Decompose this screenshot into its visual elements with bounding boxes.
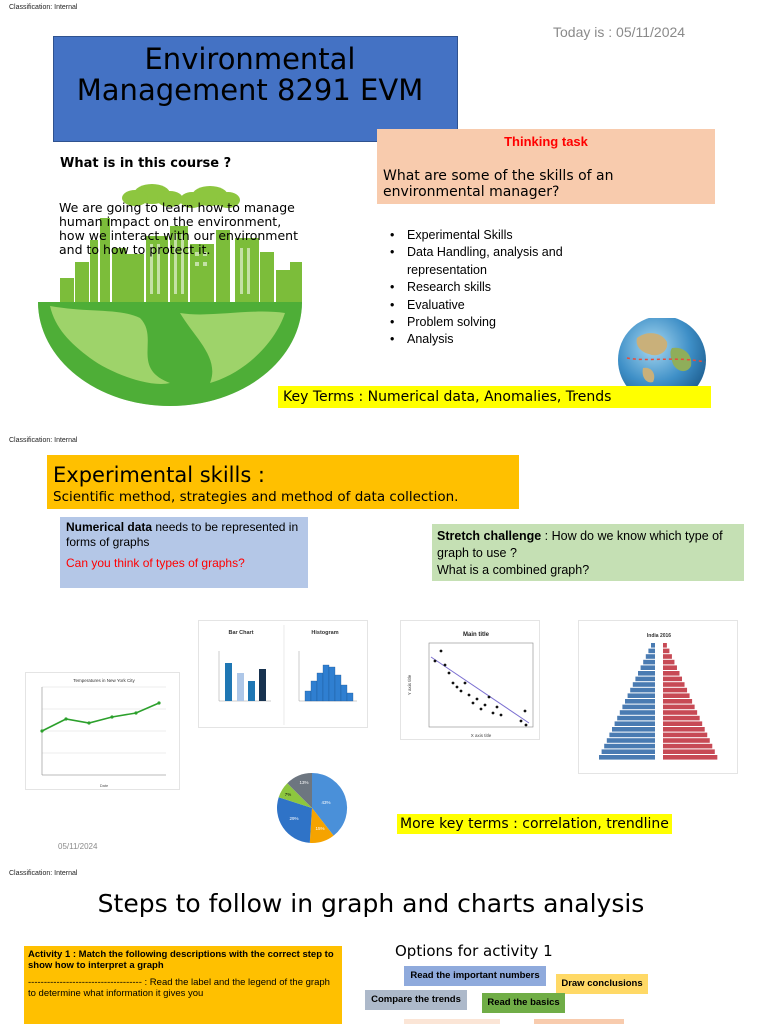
classification-label: Classification: Internal <box>9 4 78 11</box>
pie-label: 13% <box>299 780 309 785</box>
option-compare-trends[interactable]: Compare the trends <box>365 990 467 1010</box>
stretch-challenge-bold: Stretch challenge <box>437 529 542 543</box>
key-terms-banner: Key Terms : Numerical data, Anomalies, Trends <box>278 386 711 408</box>
numerical-data-bold: Numerical data <box>66 520 153 534</box>
slide-date: 05/11/2024 <box>58 842 98 851</box>
pyramid-bar-female <box>663 688 687 693</box>
pyramid-bar-female <box>663 671 679 676</box>
pyramid-bar-male <box>604 744 655 749</box>
options-title: Options for activity 1 <box>395 942 553 960</box>
numerical-data-text <box>66 520 304 550</box>
scatter-xlabel: X axis title <box>470 733 492 738</box>
line-chart-xlabel: Date <box>99 783 109 788</box>
skill-item: • Problem solving <box>390 314 620 331</box>
pyramid-bar-male <box>609 733 655 738</box>
classification-label: Classification: Internal <box>9 437 78 444</box>
graph-types-question: Can you think of types of graphs? <box>66 556 245 570</box>
skill-item: • Analysis <box>390 331 620 348</box>
option-draw-conclusions[interactable]: Draw conclusions <box>556 974 648 994</box>
pyramid-bar-male <box>635 677 655 682</box>
pyramid-bar-male <box>617 716 655 721</box>
more-key-terms-banner: More key terms : correlation, trendline <box>397 814 672 834</box>
skill-item: • Research skills <box>390 279 620 296</box>
course-title: Environmental Management 8291 EVM <box>76 42 424 107</box>
scatter-title: Main title <box>462 632 490 638</box>
numerical-data-rest: needs to be represented in forms of graphs <box>66 520 299 549</box>
pie-label: 15% <box>315 826 325 831</box>
pie-chart-thumbnail <box>272 770 352 850</box>
pyramid-bar-male <box>643 660 655 665</box>
skills-list <box>390 227 620 349</box>
bar-histogram-thumbnail <box>198 620 368 728</box>
pyramid-bar-female <box>663 705 695 710</box>
pyramid-bar-male <box>633 682 655 687</box>
pie-label: 29% <box>289 816 299 821</box>
histogram-title: Histogram <box>311 630 339 636</box>
option-important-numbers[interactable]: Read the important numbers <box>404 966 546 986</box>
pyramid-bar-female <box>663 721 702 726</box>
course-heading: What is in this course ? <box>60 156 232 171</box>
pyramid-bar-female <box>663 744 712 749</box>
pyramid-bar-female <box>663 716 700 721</box>
pyramid-bar-female <box>663 727 705 732</box>
pyramid-bar-male <box>628 693 655 698</box>
pie-label: 43% <box>321 800 331 805</box>
bar-chart-title: Bar Chart <box>228 630 254 636</box>
pie-label: 7% <box>284 792 292 797</box>
stretch-challenge-text <box>437 528 742 579</box>
pyramid-bar-male <box>620 710 655 715</box>
pyramid-bar-female <box>663 682 685 687</box>
pyramid-bar-male <box>638 671 655 676</box>
line-chart-thumbnail <box>25 672 180 790</box>
scatter-ylabel: Y axis title <box>407 674 412 696</box>
pyramid-bar-male <box>607 738 655 743</box>
pyramid-bar-female <box>663 677 682 682</box>
line-chart-title: Temperatures in New York City <box>73 678 135 683</box>
steps-title: Steps to follow in graph and charts analysis <box>97 889 645 918</box>
pyramid-bar-male <box>646 654 655 659</box>
combined-graph-question: What is a combined graph? <box>437 563 590 577</box>
activity-description: ------------------------------------ : Read the label and the legend of the graph to determine what information it gives you <box>28 977 330 999</box>
pyramid-bar-male <box>599 755 655 760</box>
option-read-basics[interactable]: Read the basics <box>482 993 565 1013</box>
pyramid-bar-female <box>663 649 669 654</box>
course-description: We are going to learn how to manage human impact on the environment, how we interact with our environment and to how to protect it. <box>59 200 298 257</box>
activity-title: Activity 1 : Match the following descriptions with the correct step to show how to interpret a graph <box>28 949 334 971</box>
population-pyramid-thumbnail <box>578 620 738 774</box>
skill-item: • Data Handling, analysis and representation <box>390 244 620 279</box>
thinking-task-question: What are some of the skills of an environmental manager? <box>383 168 614 200</box>
pyramid-bar-male <box>625 699 655 704</box>
pyramid-bar-female <box>663 665 677 670</box>
pyramid-bar-male <box>602 749 655 754</box>
skill-item: • Experimental Skills <box>390 227 620 244</box>
pyramid-bar-female <box>663 733 707 738</box>
pyramid-bar-male <box>641 665 655 670</box>
pyramid-bar-female <box>663 710 697 715</box>
pyramid-bar-female <box>663 755 717 760</box>
pyramid-bar-female <box>663 699 692 704</box>
pyramid-bar-male <box>612 727 655 732</box>
pyramid-bar-female <box>663 749 715 754</box>
today-date: Today is : 05/11/2024 <box>553 24 686 40</box>
pyramid-bar-male <box>630 688 655 693</box>
pyramid-bar-male <box>651 643 655 648</box>
pyramid-bar-male <box>622 705 655 710</box>
pyramid-bar-male <box>648 649 655 654</box>
pyramid-bar-female <box>663 654 672 659</box>
scatter-plot-thumbnail <box>400 620 540 740</box>
pyramid-bar-female <box>663 643 667 648</box>
pyramid-bar-male <box>615 721 655 726</box>
pyramid-bar-female <box>663 738 710 743</box>
skill-item: • Evaluative <box>390 297 620 314</box>
pyramid-bar-female <box>663 660 674 665</box>
option-card-partial <box>404 1019 500 1024</box>
earth-globe-image <box>617 318 709 390</box>
pyramid-bar-female <box>663 693 690 698</box>
pyramid-title: India 2016 <box>646 633 672 639</box>
experimental-skills-subtitle: Scientific method, strategies and method of data collection. <box>53 489 459 505</box>
classification-label: Classification: Internal <box>9 870 78 877</box>
thinking-task-title: Thinking task <box>504 134 588 149</box>
experimental-skills-title: Experimental skills : <box>53 463 266 487</box>
option-card-partial <box>534 1019 624 1024</box>
stretch-challenge-rest: : How do we know which type of graph to use ? <box>437 529 723 560</box>
